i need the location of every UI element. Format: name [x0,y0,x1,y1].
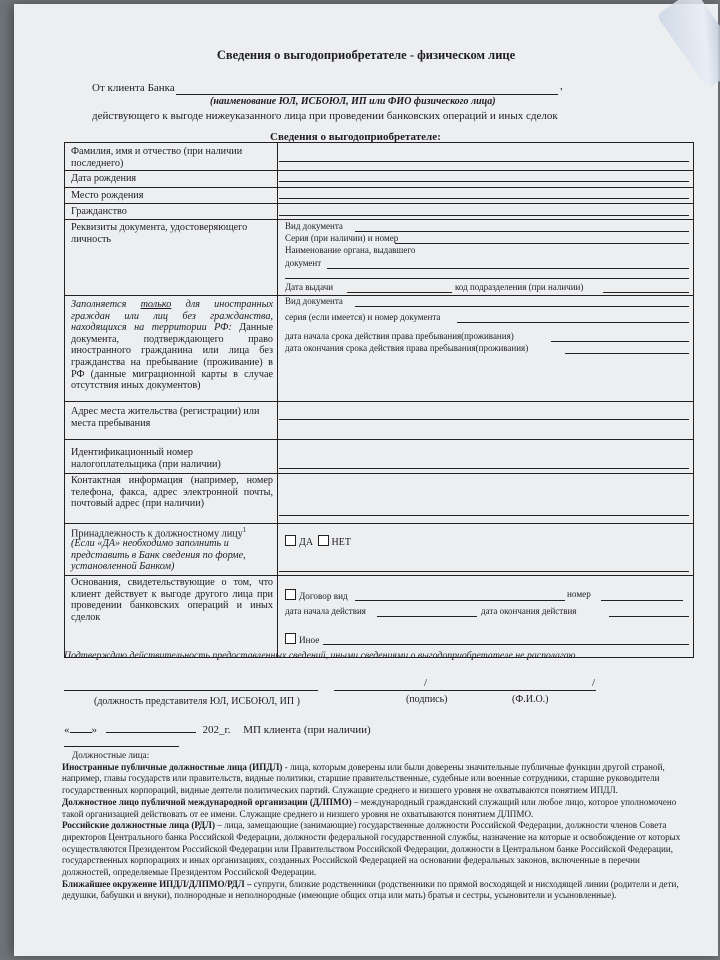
id-issuer-field[interactable] [327,268,689,269]
yes-checkbox[interactable] [285,535,296,546]
pob-field[interactable] [279,198,689,199]
other-checkbox[interactable] [285,633,296,644]
row-citizenship-label: Гражданство [71,206,127,217]
signature-hint: (подпись) [406,694,448,705]
id-issuer-label: Наименование органа, выдавшего [285,245,416,255]
id-doc-type-field[interactable] [355,231,689,232]
rdl-definition: Российские должностные лица (РДЛ) – лица, замещающие (занимающие) государственные должности Российской Федерации, должности членов Совета директоров Центрального банка Российской Федерации, должности федеральной государственной службы, назначение на которые и освобождение от которых осуществляются Президентом Российской Федерации или Правительством Российской Федерации, должности в Центральном банке Российской Федерации, государственных корпорациях и иных организациях, созданных Российской Федерацией на основании федеральных законов, включенные в перечни должностей, определяемые Президентом Российской Федерации. [62,820,681,878]
dlpmo-definition: Должностное лицо публичной международной организации (ДЛПМО) – международный гражданский служащий или любое лицо, которое уполномочено такой организацией действовать от ее имени. Служащие среднего и низшего уровня не охватываются понятием ДЛПМО. [62,796,677,819]
id-issue-date-label: Дата выдачи [285,282,334,292]
row-foreign-label: Заполняется только для иностранных граждан или лиц без гражданства, находящихся на территории РФ: Данные документа, подтверждающего право иностранного гражданина или лица без гражданства на пребывание (проживание) в РФ (данные миграционной карты в случае отсутствия иных документов) [71,299,274,392]
position-hint: (должность представителя ЮЛ, ИСБОЮЛ, ИП ) [94,696,300,707]
id-doc-type-label: Вид документа [285,221,343,231]
contract-number-label: номер [567,589,591,599]
definitions-heading: Должностные лица: [72,750,150,760]
other-row: Иное [285,633,319,645]
signature-field[interactable] [334,690,596,691]
id-subdivision-label: код подразделения (при наличии) [455,282,584,292]
id-series-field[interactable] [395,243,689,244]
row-inn-label: Идентификационный номер налогоплательщика (при наличии) [71,447,221,470]
pen-object [656,0,720,89]
client-hint: (наименование ЮЛ, ИСБОЮЛ, ИП или ФИО физического лица) [210,96,496,107]
pdl-options: ДА НЕТ [285,535,351,548]
foreign-doc-type-field[interactable] [355,306,689,307]
stay-start-label: дата начала срока действия права пребывания(проживания) [285,331,514,341]
contract-end-label: дата окончания действия [481,606,577,616]
foreign-series-field[interactable] [457,322,689,323]
date-row: « » 202_г. МП клиента (при наличии) [64,724,371,736]
fio-field[interactable] [279,161,689,162]
table-heading: Сведения о выгодоприобретателе: [270,131,441,143]
position-field[interactable] [64,690,318,691]
contract-start-label: дата начала действия [285,606,366,616]
environment-definition: Ближайшее окружение ИПДЛ/ДЛПМО/РДЛ – супруги, близкие родственники (родственники по прямой восходящей и нисходящей линии (родители и дети, дедушки, бабушки и внуки), полнородные и неполнородные (имеющие общих отца или мать) братья и сестры, усыновители и усыновленные). [62,878,679,901]
citizenship-field[interactable] [279,215,689,216]
stay-end-label: дата окончания срока действия права пребывания(проживания) [285,343,529,353]
pdl-note: (Если «ДА» необходимо заполнить и представить в Банк сведения по форме, установленной Банком) [71,538,246,573]
form-sheet: Сведения о выгодоприобретателе - физическом лице От клиента Банка , (наименование ЮЛ, ИСБОЮЛ, ИП или ФИО физического лица) действующего к выгоде нижеуказанного лица при проведении банковских операций и иных сделок Сведения о выгодоприобретателе: Фамилия, имя и отчество (при наличии последнего) Дата рождения Место рождения Гражданство Реквизиты документа, удостоверяющего личность Вид документа Серия (при наличии) и номер Наименование органа, выдавшего документ Дата выдачи код подразделения (при наличии) Заполняется только для иностранных граждан или лиц без гражданства, находящихся на территории РФ: Данные документа, подтверждающего право иностранного гражданина или лица без гражданства на пребывание (проживание) в РФ (данные миграционной карты в случае отсутствия иных документов) Вид документа серия (если имеется) и номер документа дата начала срока действия права пребывания(проживания) дата окончания срока действия права пребывания(проживания) Адрес места жительства (регистрации) или места пребывания Идентификационный номер налогоплательщика (при наличии) Контактная информация (например, номер телефона, факса, адрес электронной почты, почтовый адрес (при наличии) Принадлежность к должностному лицу$^1$ (Если «ДА» необходимо заполнить и представить в Банк сведения по форме, установленной Банком) ДА НЕТ Основания, свидетельствующие о том, что клиент действует к выгоде другого лица при проведении банковских операций и иных сделок Договор вид номер дата начала действия дата окончания действия Иное Подтверждаю действительность предоставленных сведений, иными сведениями о выгодоприобретателе не располагаю. / / (должность представителя ЮЛ, ИСБОЮЛ, ИП ) (подпись) (Ф.И.О.) « » 202_г. МП клиента (при наличии) Должностные лица: Иностранные публичные должностные лица (ИПДЛ) - лица, которым доверены или были доверены значительные публичные функции другой страной, например, главы государств или правительств, видные политики, старшие правительственные, судебные или военные сотрудники, старшие руководители государственных корпораций, видные деятели политических партий. Служащие среднего и низшего уровня не охватываются понятием ИПДЛ. Должностное лицо публичной международной организации (ДЛПМО) – международный гражданский служащий или любое лицо, которое уполномочено такой организацией действовать от ее имени. Служащие среднего и низшего уровня не охватываются понятием ДЛПМО. Российские должностные лица (РДЛ) – лица, замещающие (занимающие) государственные должности Российской Федерации, должности членов Совета директоров Центрального банка Российской Федерации, должности федеральной государственной службы, назначение на которые и освобождение от которых осуществляются Президентом Российской Федерации или Правительством Российской Федерации, должности в Центральном банке Российской Федерации, государственных корпорациях и иных организациях, созданных Российской Федерацией на основании федеральных законов, включенные в перечни должностей, определяемые Президентом Российской Федерации. Ближайшее окружение ИПДЛ/ДЛПМО/РДЛ – супруги, близкие родственники (родственники по прямой восходящей и нисходящей линии (родители и дети, дедушки, бабушки и внуки), полнородные и неполнородные (имеющие общих отца или мать) братья и сестры, усыновители и усыновленные). [14,4,718,956]
client-name-line[interactable] [176,94,558,95]
stay-start-field[interactable] [551,341,689,342]
contract-kind-row: Договор вид [285,589,348,601]
foreign-series-label: серия (если имеется) и номер документа [285,312,441,322]
address-field[interactable] [279,419,689,420]
row-id-doc-label: Реквизиты документа, удостоверяющего личность [71,222,248,245]
foreign-doc-type-label: Вид документа [285,296,343,306]
contacts-field[interactable] [279,515,689,516]
contract-start-field[interactable] [377,616,477,617]
id-issuer-label-2: документ [285,258,322,268]
ipdl-definition: Иностранные публичные должностные лица (ИПДЛ) - лица, которым доверены или были доверены значительные публичные функции другой страной, например, главы государств или правительств, видные политики, старшие правительственные, судебные или военные сотрудники, старшие руководители государственных корпораций, видные деятели политических партий. Служащие среднего и низшего уровня не охватываются понятием ИПДЛ. [62,761,665,796]
inn-field[interactable] [279,468,689,469]
definitions-section [62,750,688,902]
other-field[interactable] [323,644,689,645]
contract-checkbox[interactable] [285,589,296,600]
row-fio-label: Фамилия, имя и отчество (при наличии последнего) [71,146,243,169]
id-issue-date-field[interactable] [347,292,452,293]
row-pob-label: Место рождения [71,190,144,201]
contract-number-field[interactable] [601,600,683,601]
no-checkbox[interactable] [318,535,329,546]
acting-text: действующего к выгоде нижеуказанного лица при проведении банковских операций и иных сделок [92,110,558,122]
form-title: Сведения о выгодоприобретателе - физическом лице [216,48,516,62]
row-dob-label: Дата рождения [71,173,137,184]
stay-end-field[interactable] [565,353,689,354]
id-series-label: Серия (при наличии) и номер [285,233,399,243]
confirmation-text: Подтверждаю действительность предоставленных сведений, иными сведениями о выгодоприобретателе не располагаю. [64,650,579,661]
name-hint: (Ф.И.О.) [512,694,549,705]
contract-kind-field[interactable] [355,600,565,601]
row-address-label: Адрес места жительства (регистрации) или места пребывания [71,406,260,429]
client-label: От клиента Банка [92,82,175,94]
row-contacts-label: Контактная информация (например, номер телефона, факса, адрес электронной почты, почтовый адрес (при наличии) [71,475,273,510]
id-subdivision-field[interactable] [603,292,689,293]
dob-field[interactable] [279,181,689,182]
row-pdl-label: Принадлежность к должностному лицу$^1$ [71,526,247,540]
beneficiary-table [64,142,694,658]
row-grounds-label: Основания, свидетельствующие о том, что клиент действует к выгоде другого лица при проведении банковских операций и иных сделок [71,577,273,623]
contract-end-field[interactable] [609,616,689,617]
